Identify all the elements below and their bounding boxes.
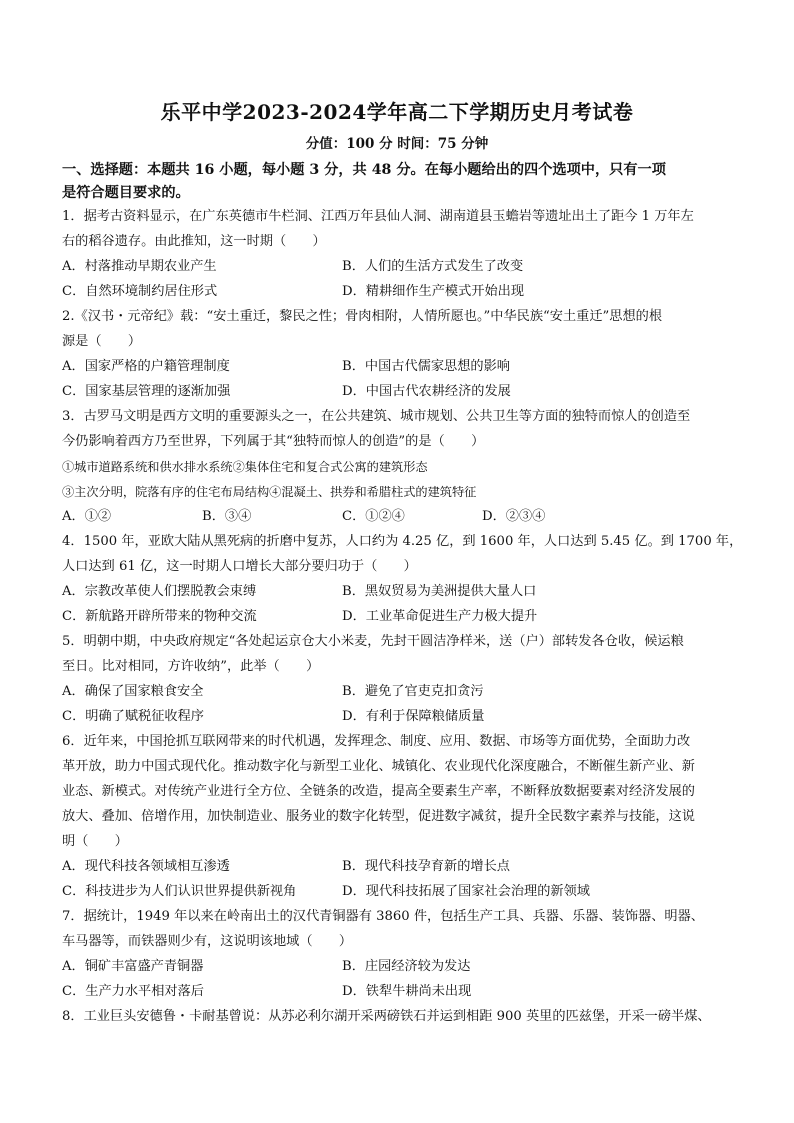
q2-option-d: D．中国古代农耕经济的发展 (342, 384, 511, 399)
q1-option-b: B．人们的生活方式发生了改变 (342, 259, 524, 274)
q4-option-d: D．工业革命促进生产力极大提升 (342, 609, 538, 624)
q3-item-line2: ③主次分明，院落有序的住宅布局结构④混凝土、拱券和希腊柱式的建筑特征 (62, 485, 477, 499)
q7-option-c: C．生产力水平相对落后 (62, 984, 204, 999)
score-time-subtitle: 分值：100 分 时间：75 分钟 (305, 136, 489, 152)
q5-stem-line2: 至日。比对相同，方许收纳”，此举（ ） (62, 659, 320, 674)
q1-option-a: A．村落推动早期农业产生 (62, 259, 217, 274)
q6-option-c: C．科技进步为人们认识世界提供新视角 (62, 884, 297, 899)
q6-stem-line4: 放大、叠加、倍增作用，加快制造业、服务业的数字化转型，促进数字减贫，提升全民数字素养与技能，这说 (62, 809, 695, 824)
q2-option-a: A．国家严格的户籍管理制度 (62, 359, 230, 374)
q3-stem-line1: 3．古罗马文明是西方文明的重要源头之一，在公共建筑、城市规划、公共卫生等方面的独特而惊人的创造至 (62, 409, 691, 424)
q8-stem-line1: 8．工业巨头安德鲁・卡耐基曾说：从苏必利尔湖开采两磅铁石并运到相距 900 英里的匹兹堡，开采一磅半煤、 (62, 1009, 711, 1024)
q6-option-b: B．现代科技孕育新的增长点 (342, 859, 510, 874)
q5-option-c: C．明确了赋税征收程序 (62, 709, 204, 724)
q7-option-d: D．铁犁牛耕尚未出现 (342, 984, 472, 999)
q6-option-a: A．现代科技各领域相互渗透 (62, 859, 230, 874)
q5-option-d: D．有利于保障粮储质量 (342, 709, 485, 724)
q1-stem-line1: 1．据考古资料显示，在广东英德市牛栏洞、江西万年县仙人洞、湖南道县玉蟾岩等遗址出土了距今 1 万年左 (62, 209, 694, 224)
page-title: 乐平中学2023-2024学年高二下学期历史月考试卷 (160, 100, 634, 124)
q1-stem-line2: 右的稻谷遗存。由此推知，这一时期（ ） (62, 234, 326, 249)
q4-stem-line1: 4．1500 年，亚欧大陆从黑死病的折磨中复苏，人口约为 4.25 亿，到 1600 年，人口达到 5.45 亿。到 1700 年， (62, 534, 743, 549)
q1-option-c: C．自然环境制约居住形式 (62, 284, 218, 299)
q2-option-b: B．中国古代儒家思想的影响 (342, 359, 510, 374)
q6-stem-line2: 革开放，助力中国式现代化。推动数字化与新型工业化、城镇化、农业现代化深度融合，不断催生新产业、新 (62, 759, 695, 774)
q5-stem-line1: 5．明朝中期，中央政府规定“各处起运京仓大小米麦，先封干圆洁净样米，送（户）部转发各仓收，候运粮 (62, 634, 684, 649)
q6-stem-line1: 6．近年来，中国抢抓互联网带来的时代机遇，发挥理念、制度、应用、数据、市场等方面优势，全面助力改 (62, 734, 691, 749)
q2-stem-line2: 源是（ ） (62, 334, 142, 349)
q4-option-b: B．黑奴贸易为美洲提供大量人口 (342, 584, 537, 599)
q4-option-c: C．新航路开辟所带来的物种交流 (62, 609, 257, 624)
q6-stem-line5: 明（ ） (62, 834, 128, 849)
q3-stem-line2: 今仍影响着西方乃至世界，下列属于其“独特而惊人的创造”的是（ ） (62, 434, 485, 449)
section-heading-line1: 一、选择题：本题共 16 小题，每小题 3 分，共 48 分。在每小题给出的四个选项中，只有一项 (62, 162, 666, 178)
q4-stem-line2: 人口达到 61 亿，这一时期人口增长大部分要归功于（ ） (62, 559, 417, 574)
q7-option-b: B．庄园经济较为发达 (342, 959, 471, 974)
q6-stem-line3: 业态、新模式。对传统产业进行全方位、全链条的改造，提高全要素生产率，不断释放数据要素对经济发展的 (62, 784, 695, 799)
q2-stem-line1: 2.《汉书・元帝纪》载：“安土重迁，黎民之性；骨肉相附，人情所愿也。”中华民族“安土重迁”思想的根 (62, 309, 663, 324)
q7-stem-line2: 车马器等，而铁器则少有，这说明该地域（ ） (62, 934, 353, 949)
section-heading-line2: 是符合题目要求的。 (62, 185, 190, 201)
q5-option-b: B．避免了官吏克扣贪污 (342, 684, 484, 699)
q3-option-a: A．①② (62, 509, 112, 524)
q4-option-a: A．宗教改革使人们摆脱教会束缚 (62, 584, 257, 599)
q7-option-a: A．铜矿丰富盛产青铜器 (62, 959, 204, 974)
q3-option-b: B．③④ (202, 509, 252, 524)
q7-stem-line1: 7．据统计，1949 年以来在岭南出土的汉代青铜器有 3860 件，包括生产工具、兵器、乐器、装饰器、明器、 (62, 909, 704, 924)
q3-option-c: C．①②④ (342, 509, 405, 524)
q1-option-d: D．精耕细作生产模式开始出现 (342, 284, 525, 299)
q2-option-c: C．国家基层管理的逐渐加强 (62, 384, 231, 399)
q5-option-a: A．确保了国家粮食安全 (62, 684, 204, 699)
q3-option-d: D．②③④ (482, 509, 546, 524)
q6-option-d: D．现代科技拓展了国家社会治理的新领域 (342, 884, 590, 899)
q3-item-line1: ①城市道路系统和供水排水系统②集体住宅和复合式公寓的建筑形态 (62, 460, 428, 474)
